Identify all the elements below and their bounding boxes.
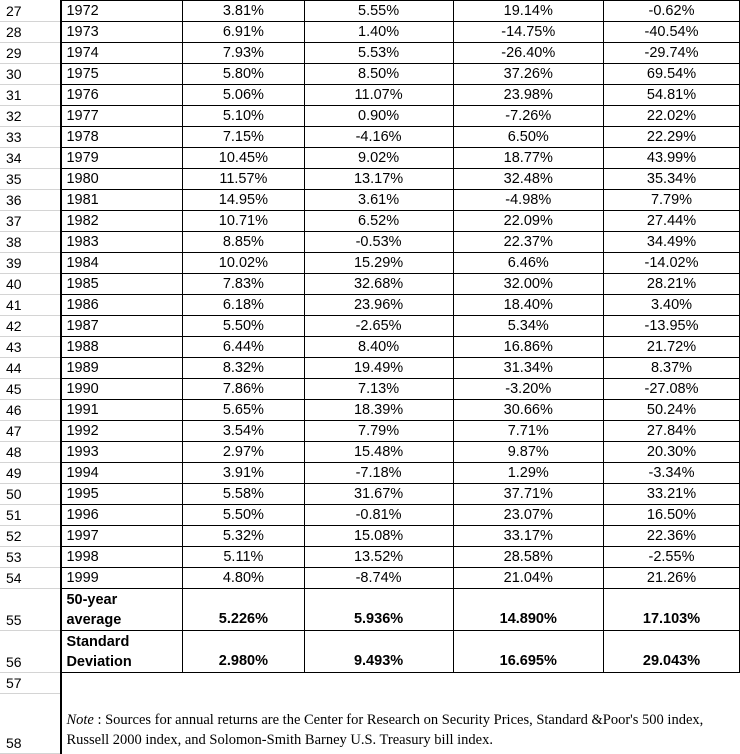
cell-col-4[interactable]: 22.29% [604,127,740,148]
cell-col-2[interactable]: 5.55% [304,1,453,22]
cell-col-1[interactable]: 7.86% [183,379,304,400]
cell-col-1[interactable]: 6.44% [183,337,304,358]
table-row [0,421,740,442]
year-cell[interactable]: 1973 [61,22,182,43]
cell-col-3[interactable]: -3.20% [453,379,603,400]
cell-col-2[interactable]: 13.52% [304,547,453,568]
cell-col-1[interactable]: 6.18% [183,295,304,316]
row-header[interactable]: 40 [0,274,61,295]
row-header[interactable]: 38 [0,232,61,253]
empty-cell[interactable] [453,673,603,694]
cell-col-3[interactable]: 1.29% [453,463,603,484]
summary-row-stdev [0,631,740,673]
stdev-label-line1: Standard [66,634,130,650]
cell-col-2[interactable]: 23.96% [304,295,453,316]
year-cell[interactable]: 1989 [61,358,182,379]
year-cell[interactable]: 1990 [61,379,182,400]
row-header[interactable]: 36 [0,190,61,211]
average-label-cell[interactable] [61,589,182,631]
cell-col-3[interactable]: 22.09% [453,211,603,232]
cell-col-4[interactable]: 50.24% [604,400,740,421]
row-header[interactable]: 46 [0,400,61,421]
grid-body [0,1,740,754]
cell-col-3[interactable]: 22.37% [453,232,603,253]
cell-col-2[interactable]: -4.16% [304,127,453,148]
stdev-col-4[interactable]: 29.043% [604,631,740,673]
cell-col-3[interactable]: 18.77% [453,148,603,169]
cell-col-4[interactable]: 54.81% [604,85,740,106]
table-row [0,442,740,463]
year-cell[interactable]: 1977 [61,106,182,127]
table-row [0,526,740,547]
cell-col-4[interactable]: 7.79% [604,190,740,211]
cell-col-1[interactable]: 3.81% [183,1,304,22]
row-header[interactable]: 33 [0,127,61,148]
cell-col-1[interactable]: 5.80% [183,64,304,85]
cell-col-2[interactable]: 6.52% [304,211,453,232]
cell-col-4[interactable]: -27.08% [604,379,740,400]
average-col-3[interactable]: 14.890% [453,589,603,631]
average-col-4[interactable]: 17.103% [604,589,740,631]
cell-col-3[interactable]: 32.48% [453,169,603,190]
table-row [0,337,740,358]
row-header[interactable]: 37 [0,211,61,232]
cell-col-1[interactable]: 2.97% [183,442,304,463]
cell-col-3[interactable]: 23.98% [453,85,603,106]
cell-col-3[interactable]: -26.40% [453,43,603,64]
table-row [0,43,740,64]
average-label-line2: average [66,612,122,628]
cell-col-2[interactable]: -7.18% [304,463,453,484]
table-row [0,169,740,190]
cell-col-3[interactable]: 18.40% [453,295,603,316]
year-cell[interactable]: 1972 [61,1,182,22]
table-row [0,190,740,211]
table-row [0,106,740,127]
table-row [0,148,740,169]
cell-col-2[interactable]: 9.02% [304,148,453,169]
stdev-label-line2: Deviation [66,654,132,670]
cell-col-3[interactable]: 19.14% [453,1,603,22]
row-header[interactable]: 48 [0,442,61,463]
cell-col-1[interactable]: 10.71% [183,211,304,232]
summary-row-average [0,589,740,631]
cell-col-3[interactable]: 37.26% [453,64,603,85]
cell-col-3[interactable]: 30.66% [453,400,603,421]
table-row [0,484,740,505]
cell-col-4[interactable]: 21.26% [604,568,740,589]
row-header[interactable]: 44 [0,358,61,379]
year-cell[interactable]: 1986 [61,295,182,316]
row-header[interactable]: 30 [0,64,61,85]
row-header[interactable]: 27 [0,1,61,22]
cell-col-4[interactable]: 33.21% [604,484,740,505]
table-row [0,400,740,421]
table-row [0,211,740,232]
cell-col-4[interactable]: 28.21% [604,274,740,295]
cell-col-1[interactable]: 14.95% [183,190,304,211]
table-row [0,64,740,85]
year-cell[interactable]: 1992 [61,421,182,442]
table-row [0,274,740,295]
row-header[interactable]: 41 [0,295,61,316]
cell-col-1[interactable]: 4.80% [183,568,304,589]
table-row [0,463,740,484]
cell-col-4[interactable]: 27.84% [604,421,740,442]
cell-col-1[interactable]: 7.15% [183,127,304,148]
cell-col-4[interactable]: 69.54% [604,64,740,85]
stdev-label-cell[interactable] [61,631,182,673]
cell-col-4[interactable]: 8.37% [604,358,740,379]
cell-col-1[interactable]: 5.58% [183,484,304,505]
row-header[interactable]: 45 [0,379,61,400]
row-header[interactable]: 32 [0,106,61,127]
cell-col-1[interactable]: 10.45% [183,148,304,169]
cell-col-1[interactable]: 8.85% [183,232,304,253]
empty-cell[interactable] [304,673,453,694]
row-header[interactable]: 39 [0,253,61,274]
year-cell[interactable]: 1996 [61,505,182,526]
row-header[interactable]: 58 [0,694,61,754]
cell-col-2[interactable]: 8.50% [304,64,453,85]
cell-col-2[interactable]: 8.40% [304,337,453,358]
cell-col-3[interactable]: 37.71% [453,484,603,505]
cell-col-2[interactable]: -8.74% [304,568,453,589]
cell-col-4[interactable]: 22.36% [604,526,740,547]
cell-col-2[interactable]: 7.79% [304,421,453,442]
cell-col-4[interactable]: -2.55% [604,547,740,568]
row-header[interactable]: 51 [0,505,61,526]
cell-col-2[interactable]: 7.13% [304,379,453,400]
cell-col-1[interactable]: 3.91% [183,463,304,484]
year-cell[interactable]: 1976 [61,85,182,106]
row-header[interactable]: 47 [0,421,61,442]
cell-col-3[interactable]: 16.86% [453,337,603,358]
cell-col-3[interactable]: -4.98% [453,190,603,211]
table-row [0,232,740,253]
table-row [0,505,740,526]
average-col-2[interactable]: 5.936% [304,589,453,631]
cell-col-4[interactable]: -14.02% [604,253,740,274]
year-cell[interactable]: 1997 [61,526,182,547]
cell-col-3[interactable]: 31.34% [453,358,603,379]
average-col-1[interactable]: 5.226% [183,589,304,631]
row-header[interactable]: 49 [0,463,61,484]
cell-col-2[interactable]: 15.48% [304,442,453,463]
cell-col-2[interactable]: 3.61% [304,190,453,211]
year-cell[interactable]: 1995 [61,484,182,505]
row-header[interactable]: 57 [0,673,61,694]
cell-col-1[interactable]: 10.02% [183,253,304,274]
cell-col-3[interactable]: 6.46% [453,253,603,274]
cell-col-3[interactable]: 21.04% [453,568,603,589]
cell-col-4[interactable]: 43.99% [604,148,740,169]
cell-col-1[interactable]: 7.83% [183,274,304,295]
year-cell[interactable]: 1991 [61,400,182,421]
cell-col-3[interactable]: 9.87% [453,442,603,463]
year-cell[interactable]: 1988 [61,337,182,358]
cell-col-4[interactable]: 27.44% [604,211,740,232]
cell-col-1[interactable]: 5.11% [183,547,304,568]
cell-col-1[interactable]: 6.91% [183,22,304,43]
year-cell[interactable]: 1975 [61,64,182,85]
row-header[interactable]: 28 [0,22,61,43]
stdev-col-1[interactable]: 2.980% [183,631,304,673]
cell-col-3[interactable]: 28.58% [453,547,603,568]
cell-col-2[interactable]: 15.29% [304,253,453,274]
cell-col-2[interactable]: 15.08% [304,526,453,547]
year-cell[interactable]: 1980 [61,169,182,190]
table-row [0,295,740,316]
year-cell[interactable]: 1994 [61,463,182,484]
cell-col-1[interactable]: 3.54% [183,421,304,442]
cell-col-2[interactable]: 31.67% [304,484,453,505]
cell-col-1[interactable]: 5.65% [183,400,304,421]
year-cell[interactable]: 1979 [61,148,182,169]
cell-col-1[interactable]: 5.32% [183,526,304,547]
year-cell[interactable]: 1974 [61,43,182,64]
cell-col-2[interactable]: -2.65% [304,316,453,337]
row-header[interactable]: 53 [0,547,61,568]
cell-col-1[interactable]: 7.93% [183,43,304,64]
note-label: Note [66,711,94,728]
cell-col-2[interactable]: 19.49% [304,358,453,379]
cell-col-4[interactable]: 34.49% [604,232,740,253]
cell-col-3[interactable]: 32.00% [453,274,603,295]
cell-col-2[interactable]: -0.53% [304,232,453,253]
year-cell[interactable]: 1993 [61,442,182,463]
empty-cell[interactable] [604,673,740,694]
table-row [0,85,740,106]
row-header[interactable]: 50 [0,484,61,505]
row-header[interactable]: 31 [0,85,61,106]
table-row [0,253,740,274]
note-row [0,694,740,754]
cell-col-2[interactable]: 0.90% [304,106,453,127]
cell-col-1[interactable]: 5.10% [183,106,304,127]
cell-col-4[interactable]: -40.54% [604,22,740,43]
year-cell[interactable]: 1999 [61,568,182,589]
cell-col-2[interactable]: 13.17% [304,169,453,190]
cell-col-4[interactable]: 22.02% [604,106,740,127]
row-header[interactable]: 56 [0,631,61,673]
cell-col-4[interactable]: 21.72% [604,337,740,358]
cell-col-4[interactable]: 3.40% [604,295,740,316]
row-header[interactable]: 54 [0,568,61,589]
cell-col-1[interactable]: 5.50% [183,316,304,337]
cell-col-3[interactable]: 6.50% [453,127,603,148]
empty-cell[interactable] [183,673,304,694]
empty-cell[interactable] [61,673,182,694]
year-cell[interactable]: 1983 [61,232,182,253]
cell-col-1[interactable]: 5.50% [183,505,304,526]
cell-col-4[interactable]: -29.74% [604,43,740,64]
table-row [0,1,740,22]
year-cell[interactable]: 1987 [61,316,182,337]
row-header[interactable]: 55 [0,589,61,631]
year-cell[interactable]: 1982 [61,211,182,232]
note-text: : Sources for annual returns are the Center for Research on Security Prices, Standard &Poor's 500 index, Russell 2000 index, and Solomon-Smith Barney U.S. Treasury bill index. [66,711,704,748]
year-cell[interactable]: 1985 [61,274,182,295]
cell-col-4[interactable]: 16.50% [604,505,740,526]
stdev-col-3[interactable]: 16.695% [453,631,603,673]
cell-col-4[interactable]: -13.95% [604,316,740,337]
cell-col-3[interactable]: -14.75% [453,22,603,43]
cell-col-3[interactable]: 5.34% [453,316,603,337]
table-row [0,547,740,568]
cell-col-2[interactable]: 5.53% [304,43,453,64]
note-cell[interactable] [61,694,739,754]
table-row [0,568,740,589]
average-label-line1: 50-year [66,592,118,608]
cell-col-4[interactable]: 35.34% [604,169,740,190]
row-header[interactable]: 43 [0,337,61,358]
row-header[interactable]: 34 [0,148,61,169]
year-cell[interactable]: 1998 [61,547,182,568]
cell-col-3[interactable]: 33.17% [453,526,603,547]
table-row [0,127,740,148]
table-row [0,358,740,379]
cell-col-4[interactable]: 20.30% [604,442,740,463]
cell-col-4[interactable]: -3.34% [604,463,740,484]
cell-col-2[interactable]: 11.07% [304,85,453,106]
table-row [0,379,740,400]
year-cell[interactable]: 1984 [61,253,182,274]
cell-col-3[interactable]: 23.07% [453,505,603,526]
row-header[interactable]: 35 [0,169,61,190]
cell-col-2[interactable]: 1.40% [304,22,453,43]
table-row [0,22,740,43]
cell-col-4[interactable]: -0.62% [604,1,740,22]
stdev-col-2[interactable]: 9.493% [304,631,453,673]
year-cell[interactable]: 1978 [61,127,182,148]
year-cell[interactable]: 1981 [61,190,182,211]
cell-col-3[interactable]: 7.71% [453,421,603,442]
row-header[interactable]: 42 [0,316,61,337]
row-header[interactable]: 29 [0,43,61,64]
cell-col-1[interactable]: 5.06% [183,85,304,106]
table-row [0,316,740,337]
cell-col-2[interactable]: 18.39% [304,400,453,421]
row-header[interactable]: 52 [0,526,61,547]
cell-col-1[interactable]: 11.57% [183,169,304,190]
cell-col-2[interactable]: 32.68% [304,274,453,295]
cell-col-1[interactable]: 8.32% [183,358,304,379]
cell-col-2[interactable]: -0.81% [304,505,453,526]
cell-col-3[interactable]: -7.26% [453,106,603,127]
empty-row [0,673,740,694]
